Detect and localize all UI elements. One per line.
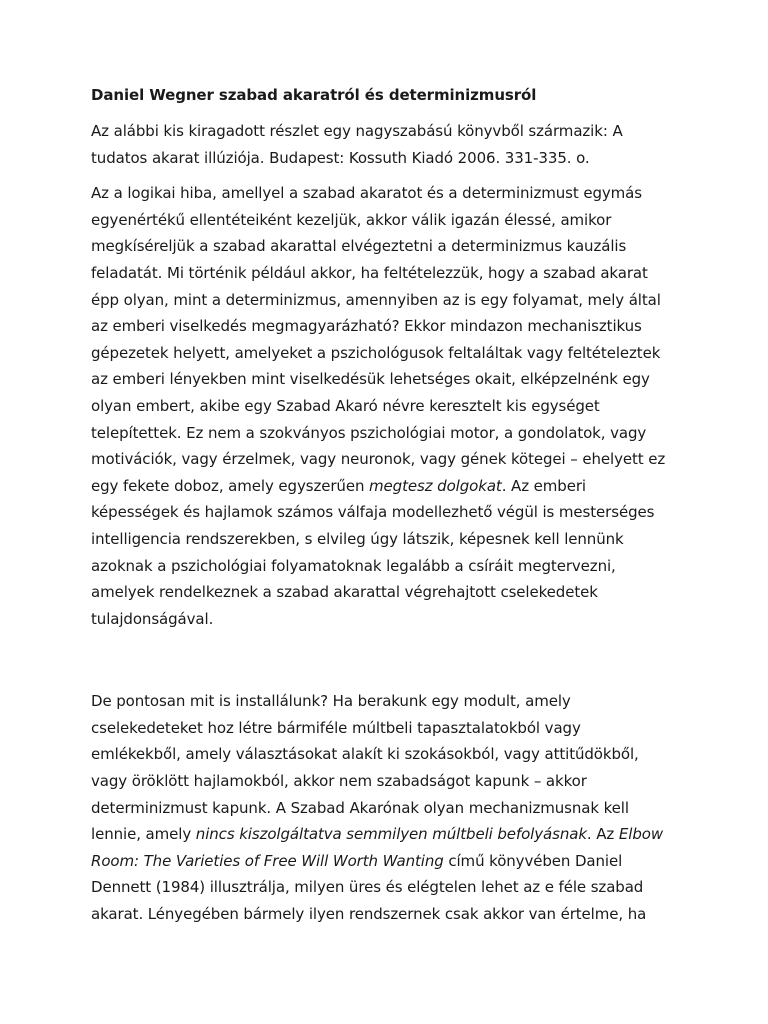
line-text: című könyvében Daniel (443, 851, 623, 870)
paragraph-line: egyenértékű ellentéteiként kezeljük, akkor válik igazán élessé, amikor (91, 210, 612, 229)
intro-line: tudatos akarat illúziója. Budapest: Kossuth Kiadó 2006. 331-335. o. (91, 148, 590, 167)
line-text: . Az (586, 825, 619, 844)
paragraph-line: vagy öröklött hajlamokból, akkor nem szabadságot kapunk – akkor (91, 772, 587, 791)
paragraph-line: megkíséreljük a szabad akarattal elvégeztetni a determinizmus kauzális (91, 237, 627, 256)
book-title-text: Room: The Varieties of Free Will Worth Wanting (91, 851, 444, 870)
paragraph-line: tulajdonságával. (91, 609, 214, 628)
paragraph-line (91, 848, 676, 875)
line-text: lennie, amely (91, 825, 196, 844)
document-title: Daniel Wegner szabad akaratról és determinizmusról (91, 86, 537, 104)
emphasis-text: megtesz dolgokat (369, 476, 502, 495)
intro-line: Az alábbi kis kiragadott részlet egy nagyszabású könyvből származik: A (91, 122, 623, 140)
paragraph-line: az emberi lényekben mint viselkedésük lehetséges okait, elképzelnénk egy (91, 370, 650, 389)
document-page (91, 82, 676, 937)
book-title-text: Elbow (618, 825, 663, 844)
intro-paragraph (91, 118, 676, 171)
paragraph-line (91, 821, 676, 848)
line-text: egy fekete doboz, amely egyszerűen (91, 476, 370, 495)
paragraph-line: azoknak a pszichológiai folyamatoknak legalább a csíráit megtervezni, (91, 556, 616, 575)
paragraph-line: akarat. Lényegében bármely ilyen rendszernek csak akkor van értelme, ha (91, 905, 647, 924)
paragraph-line: cselekedeteket hoz létre bármiféle múltbeli tapasztalatokból vagy (91, 718, 581, 737)
paragraph-line: De pontosan mit is installálunk? Ha berakunk egy modult, amely (91, 692, 571, 711)
paragraph-line: gépezetek helyett, amelyeket a pszichológusok feltaláltak vagy feltételeztek (91, 343, 661, 362)
emphasis-text: nincs kiszolgáltatva semmilyen múltbeli befolyásnak (195, 825, 587, 844)
paragraph-line: képességek és hajlamok számos válfaja modellezhető végül is mesterséges (91, 503, 655, 522)
paragraph-line: determinizmust kapunk. A Szabad Akarónak olyan mechanizmusnak kell (91, 798, 629, 817)
paragraph-line (91, 473, 676, 500)
body-paragraph-1 (91, 180, 676, 632)
paragraph-line: emlékekből, amely választásokat alakít ki szokásokból, vagy attitűdökből, (91, 745, 639, 764)
paragraph-line: olyan embert, akibe egy Szabad Akaró névre keresztelt kis egységet (91, 396, 600, 415)
paragraph-line: az emberi viselkedés megmagyarázható? Ekkor mindazon mechanisztikus (91, 317, 642, 336)
paragraph-spacer (91, 641, 676, 688)
paragraph-line: feladatát. Mi történik például akkor, ha feltételezzük, hogy a szabad akarat (91, 263, 648, 282)
line-text: . Az emberi (501, 476, 586, 495)
paragraph-line: Az a logikai hiba, amellyel a szabad akaratot és a determinizmust egymás (91, 184, 642, 203)
paragraph-line: intelligencia rendszerekben, s elvileg úgy látszik, képesnek kell lennünk (91, 529, 624, 548)
paragraph-line: telepítettek. Ez nem a szokványos pszichológiai motor, a gondolatok, vagy (91, 423, 647, 442)
body-paragraph-2 (91, 688, 676, 927)
paragraph-line: épp olyan, mint a determinizmus, amennyiben az is egy folyamat, mely által (91, 290, 661, 309)
paragraph-line: amelyek rendelkeznek a szabad akarattal végrehajtott cselekedetek (91, 583, 598, 602)
paragraph-line: motivációk, vagy érzelmek, vagy neuronok, vagy gének kötegei – ehelyett ez (91, 450, 666, 469)
paragraph-line: Dennett (1984) illusztrálja, milyen üres és elégtelen lehet az e féle szabad (91, 878, 644, 897)
